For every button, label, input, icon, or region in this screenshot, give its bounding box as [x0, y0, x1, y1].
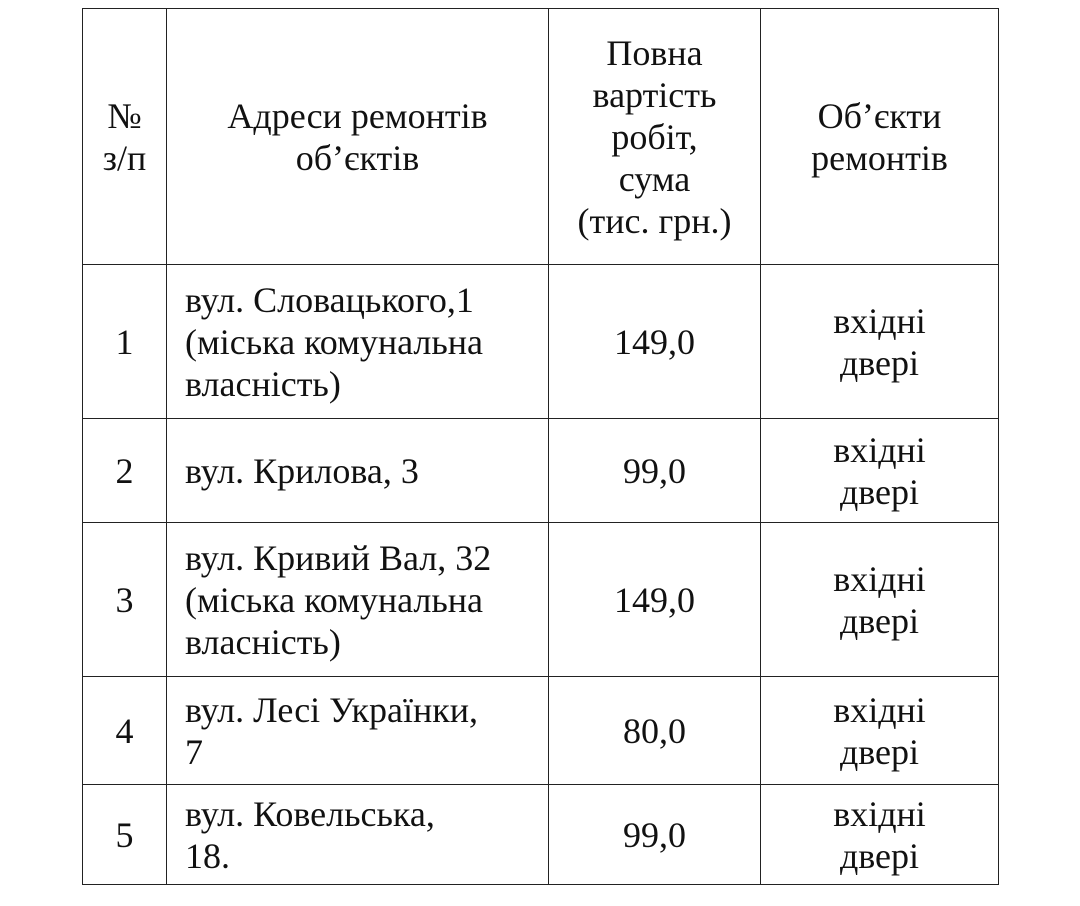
header-address-text: Адреси ремонтів об’єктів — [227, 95, 488, 178]
repairs-table — [82, 8, 999, 885]
header-cost — [549, 9, 761, 265]
row-number-cell — [83, 785, 167, 885]
row-object-cell — [761, 419, 999, 523]
row-number: 5 — [115, 814, 134, 855]
row-cost-cell — [549, 265, 761, 419]
table-row — [83, 677, 999, 785]
row-number: 4 — [115, 710, 134, 751]
header-address — [167, 9, 549, 265]
header-cost-text: Повна вартість робіт, сума (тис. грн.) — [577, 32, 732, 241]
row-address: вул. Лесі Українки, 7 — [185, 689, 478, 772]
row-object-cell — [761, 785, 999, 885]
row-cost-cell — [549, 677, 761, 785]
row-address-cell — [167, 677, 549, 785]
header-objects-text: Об’єкти ремонтів — [811, 95, 948, 178]
header-number-text: № з/п — [102, 95, 147, 178]
row-address: вул. Ковельська, 18. — [185, 793, 435, 876]
row-address: вул. Крилова, 3 — [185, 450, 419, 491]
table-row — [83, 419, 999, 523]
row-address-cell — [167, 785, 549, 885]
row-address-cell — [167, 523, 549, 677]
row-address-cell — [167, 265, 549, 419]
row-address: вул. Кривий Вал, 32 (міська комунальна власність) — [185, 537, 492, 662]
row-cost: 149,0 — [614, 321, 695, 362]
table-row — [83, 523, 999, 677]
row-object: вхідні двері — [833, 793, 926, 876]
table-row — [83, 785, 999, 885]
row-address-cell — [167, 419, 549, 523]
row-number: 3 — [115, 579, 134, 620]
row-object: вхідні двері — [833, 429, 926, 512]
row-object-cell — [761, 677, 999, 785]
row-cost-cell — [549, 785, 761, 885]
row-cost: 99,0 — [623, 814, 686, 855]
row-object: вхідні двері — [833, 689, 926, 772]
row-object: вхідні двері — [833, 300, 926, 383]
row-number: 1 — [115, 321, 134, 362]
row-number-cell — [83, 265, 167, 419]
row-cost: 99,0 — [623, 450, 686, 491]
row-object: вхідні двері — [833, 558, 926, 641]
row-cost-cell — [549, 523, 761, 677]
row-cost-cell — [549, 419, 761, 523]
row-number-cell — [83, 523, 167, 677]
table-header-row — [83, 9, 999, 265]
row-object-cell — [761, 265, 999, 419]
row-cost: 80,0 — [623, 710, 686, 751]
row-number: 2 — [115, 450, 134, 491]
row-number-cell — [83, 677, 167, 785]
row-address: вул. Словацького,1 (міська комунальна власність) — [185, 279, 484, 404]
row-object-cell — [761, 523, 999, 677]
header-number — [83, 9, 167, 265]
table-row — [83, 265, 999, 419]
row-number-cell — [83, 419, 167, 523]
row-cost: 149,0 — [614, 579, 695, 620]
header-objects — [761, 9, 999, 265]
